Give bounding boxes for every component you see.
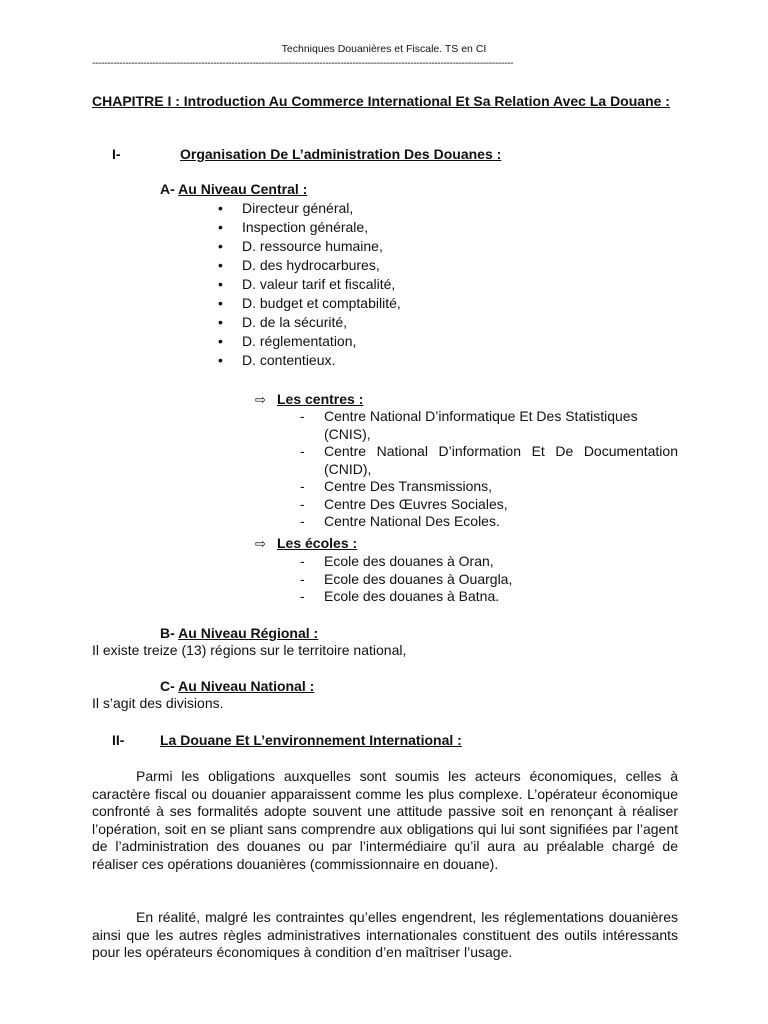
centres-list bbox=[300, 408, 678, 531]
list-item: - Ecole des douanes à Oran, bbox=[300, 553, 678, 571]
paragraph-text: Parmi les obligations auxquelles sont soumis les acteurs économiques, celles à caractère fiscal ou douanier apparaissent comme les plus complexe. L’opérateur économique confronté à ses formalités adopte souvent une attitude passive soit en renonçant à réaliser l’opération, soit en se pliant sans comprendre aux obligations qui lui sont signifiées par l’agent de l’administration des douanes ou par l’intermédiaire qu’il aura au préalable chargé de réaliser ces opérations douanières (commissionnaire en douane). bbox=[92, 768, 678, 872]
section-2-heading bbox=[112, 732, 462, 748]
subsection-c-letter: C- bbox=[160, 678, 175, 694]
header-rule: ------------------------------------------------------------------------------------------------------------------------------------------- bbox=[92, 58, 514, 69]
centres-heading bbox=[255, 391, 363, 408]
chapter-title: CHAPITRE I : Introduction Au Commerce International Et Sa Relation Avec La Douane : bbox=[92, 93, 670, 109]
central-directions-list bbox=[218, 199, 401, 370]
list-item: - Centre Des Œuvres Sociales, bbox=[300, 496, 678, 514]
ecoles-heading bbox=[255, 535, 357, 552]
list-item: • D. réglementation, bbox=[218, 332, 401, 351]
subsection-a-heading bbox=[160, 181, 307, 197]
paragraph-text: En réalité, malgré les contraintes qu’elles engendrent, les réglementations douanières ainsi que les autres règles administratives internationales constituent des outils intéressants pour les opérateurs économiques à condition d’en maîtriser l’usage. bbox=[92, 909, 678, 960]
subsection-c-title: Au Niveau National : bbox=[178, 678, 315, 694]
section-2-number: II- bbox=[112, 732, 125, 748]
subsection-b-title: Au Niveau Régional : bbox=[178, 625, 319, 641]
section-1-number: I- bbox=[112, 146, 121, 162]
list-item: • D. de la sécurité, bbox=[218, 313, 401, 332]
ecoles-list bbox=[300, 553, 678, 606]
arrow-right-icon: ⇨ bbox=[255, 536, 266, 551]
list-item: • Inspection générale, bbox=[218, 218, 401, 237]
subsection-b-heading bbox=[160, 625, 318, 641]
section-1-heading bbox=[112, 146, 501, 162]
subsection-a-letter: A- bbox=[160, 181, 175, 197]
subsection-c-text: Il s’agit des divisions. bbox=[92, 695, 224, 711]
subsection-c-heading bbox=[160, 678, 314, 694]
ecoles-title: Les écoles : bbox=[277, 535, 358, 551]
centres-title: Les centres : bbox=[277, 391, 364, 407]
list-item: • D. contentieux. bbox=[218, 351, 401, 370]
list-item: • D. budget et comptabilité, bbox=[218, 294, 401, 313]
arrow-right-icon: ⇨ bbox=[255, 392, 266, 407]
list-item: - Ecole des douanes à Ouargla, bbox=[300, 571, 678, 589]
paragraph bbox=[92, 909, 678, 962]
list-item: - Centre National D’informatique Et Des Statistiques (CNIS), bbox=[300, 408, 678, 443]
list-item: - Centre National Des Ecoles. bbox=[300, 513, 678, 531]
list-item: • D. ressource humaine, bbox=[218, 237, 401, 256]
section-2-title: La Douane Et L’environnement International : bbox=[160, 732, 462, 748]
subsection-a-title: Au Niveau Central : bbox=[178, 181, 308, 197]
paragraph bbox=[92, 768, 678, 873]
running-header: Techniques Douanières et Fiscale. TS en CI bbox=[281, 43, 487, 55]
list-item: - Centre Des Transmissions, bbox=[300, 478, 678, 496]
subsection-b-letter: B- bbox=[160, 625, 175, 641]
list-item: - Centre National D’information Et De Documentation (CNID), bbox=[300, 443, 678, 478]
subsection-b-text: Il existe treize (13) régions sur le territoire national, bbox=[92, 642, 407, 658]
list-item: • Directeur général, bbox=[218, 199, 401, 218]
section-1-title: Organisation De L’administration Des Douanes : bbox=[180, 146, 502, 162]
list-item: • D. des hydrocarbures, bbox=[218, 256, 401, 275]
list-item: - Ecole des douanes à Batna. bbox=[300, 588, 678, 606]
list-item: • D. valeur tarif et fiscalité, bbox=[218, 275, 401, 294]
